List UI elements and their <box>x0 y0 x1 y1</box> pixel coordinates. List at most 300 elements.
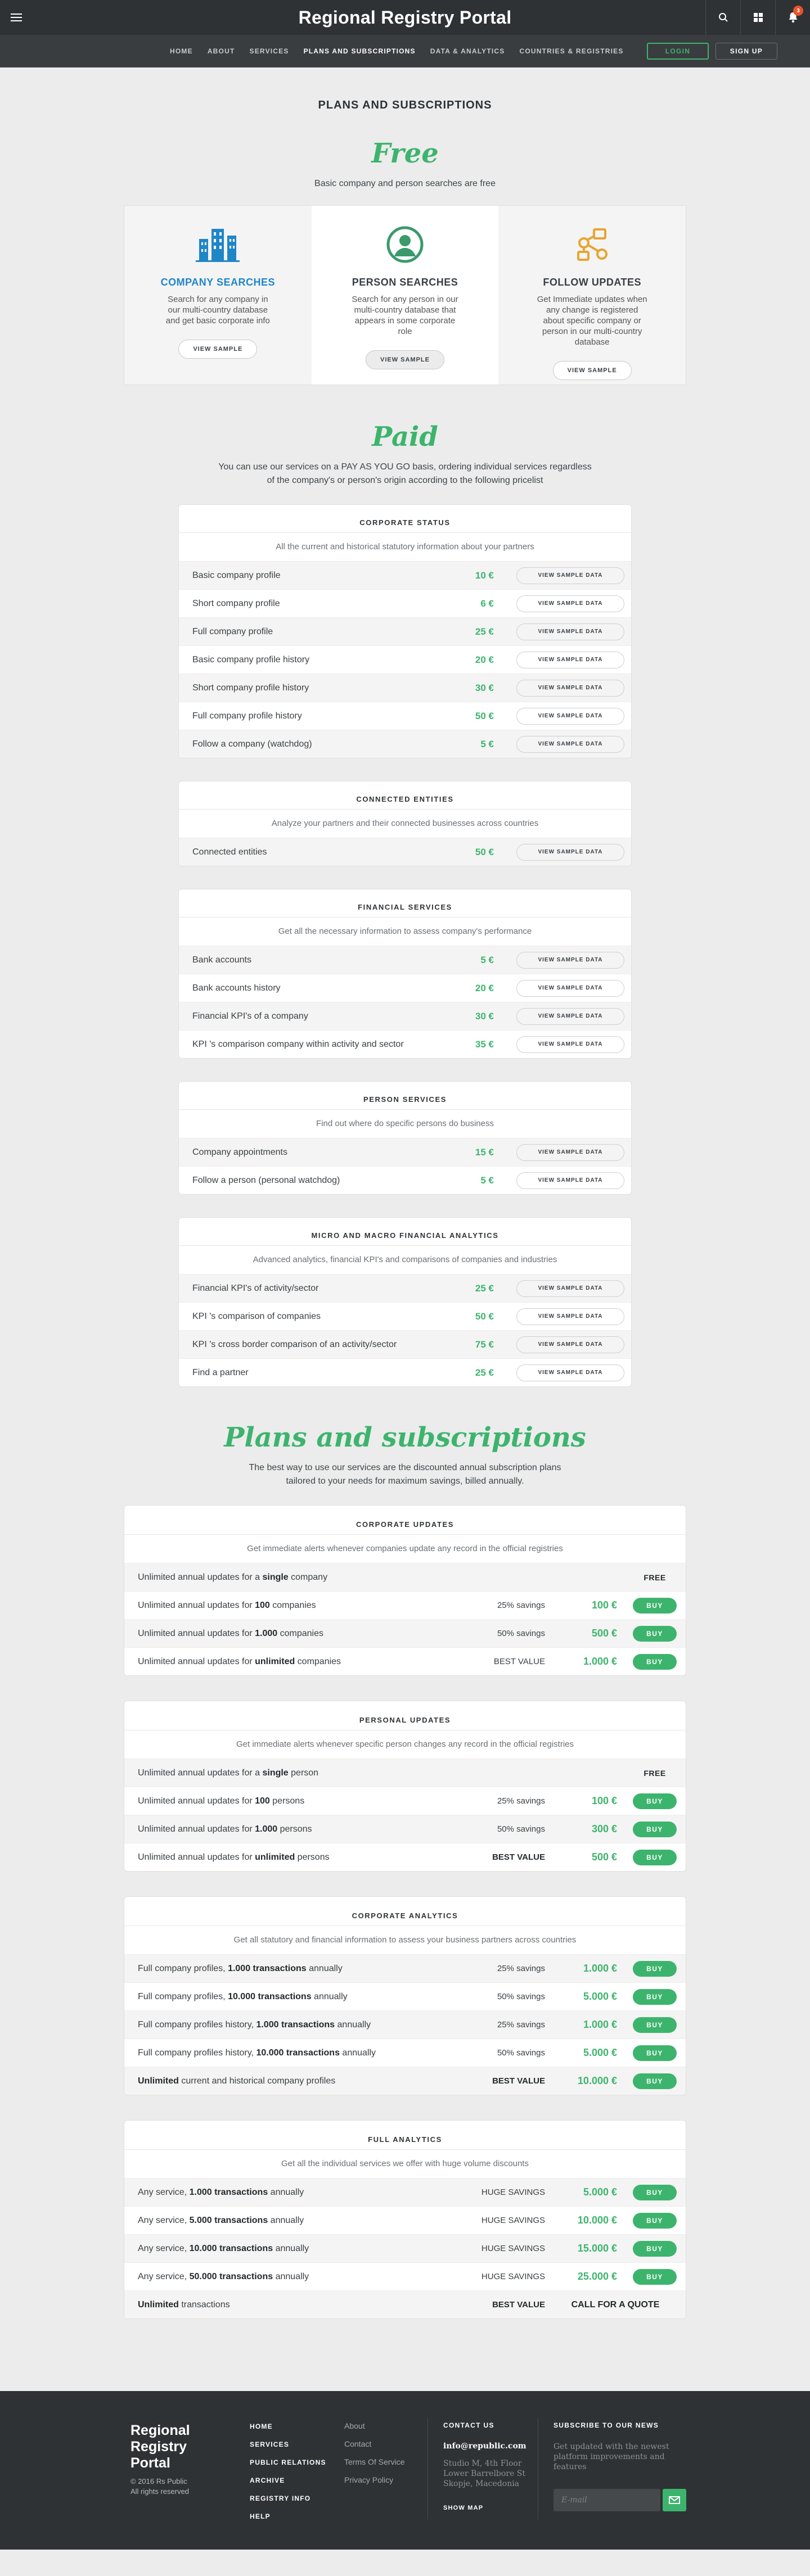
plan-savings: BEST VALUE <box>492 1852 545 1862</box>
plan-name-text: Unlimited annual updates for <box>138 1628 255 1638</box>
plan-name-text: Any service, <box>138 2187 190 2197</box>
footer-newsletter <box>554 2421 694 2511</box>
buy-button[interactable]: BUY <box>633 1989 677 2005</box>
plan-name-text: annually <box>273 2271 309 2281</box>
plan-row <box>124 1954 686 1982</box>
service-price: 5 € <box>480 1174 494 1186</box>
plan-name-highlight: unlimited <box>255 1852 295 1862</box>
view-sample-data-button[interactable]: VIEW SAMPLE DATA <box>516 1008 624 1025</box>
footer-copyright <box>130 2476 189 2497</box>
view-sample-data-button[interactable]: VIEW SAMPLE DATA <box>516 1172 624 1189</box>
service-price: 15 € <box>475 1146 494 1158</box>
view-sample-data-button[interactable]: VIEW SAMPLE DATA <box>516 1308 624 1325</box>
grid-icon <box>753 12 763 22</box>
service-price: 50 € <box>475 710 494 721</box>
top-bar <box>0 0 810 35</box>
service-price: 6 € <box>480 598 494 609</box>
paid-price-groups <box>0 504 810 1387</box>
footer-logo-line: Regional <box>130 2423 190 2438</box>
card-title: CONNECTED ENTITIES <box>179 781 631 810</box>
plan-name-text: Unlimited annual updates for <box>138 1824 255 1834</box>
plan-name-text: persons <box>295 1852 330 1862</box>
plan-name-text: Full company profiles, <box>138 1991 228 2001</box>
plan-name-highlight: 100 <box>255 1600 270 1610</box>
plan-price: 300 € <box>591 1823 617 1834</box>
price-card <box>178 1217 632 1387</box>
plan-name <box>138 2048 466 2058</box>
view-sample-data-button[interactable]: VIEW SAMPLE DATA <box>516 1036 624 1053</box>
plan-name-text: current and historical company profiles <box>178 2076 336 2086</box>
free-heading: Free <box>371 138 439 169</box>
plan-name-text: Any service, <box>138 2271 190 2281</box>
plan-name-text: Any service, <box>138 2215 190 2225</box>
view-sample-data-button[interactable]: VIEW SAMPLE DATA <box>516 652 624 668</box>
plan-name-highlight: Unlimited <box>138 2299 179 2310</box>
plan-action <box>624 1573 686 1582</box>
card-subtitle: Advanced analytics, financial KPI's and comparisons of companies and industries <box>253 1255 557 1264</box>
price-row <box>179 1302 631 1330</box>
service-name: Find a partner <box>192 1367 249 1377</box>
person-icon <box>386 226 424 263</box>
plan-price: 5.000 € <box>583 2047 617 2058</box>
plan-savings: 25% savings <box>497 1601 545 1610</box>
plan-price: 10.000 € <box>577 2215 617 2226</box>
service-price: 20 € <box>475 654 494 665</box>
price-row <box>179 589 631 617</box>
plan-name-text: Any service, <box>138 2243 190 2253</box>
plan-savings: HUGE SAVINGS <box>481 2244 545 2253</box>
footer-link-public-relations[interactable]: PUBLIC RELATIONS <box>250 2459 326 2466</box>
footer-secondary-links <box>344 2421 404 2493</box>
free-section <box>0 138 810 385</box>
plan-card <box>124 2120 686 2319</box>
contact-email[interactable]: info@republic.com <box>443 2442 526 2451</box>
card-subtitle: Get all statutory and financial information to assess your business partners across countries <box>233 1935 577 1945</box>
plan-name-text: companies <box>295 1656 341 1666</box>
buy-button[interactable]: BUY <box>633 1654 677 1670</box>
plan-card <box>124 1505 686 1676</box>
service-price: 25 € <box>475 626 494 637</box>
service-name: KPI 's cross border comparison of an activity/sector <box>192 1339 397 1349</box>
feature-title: FOLLOW UPDATES <box>543 277 641 288</box>
plan-name <box>138 2216 466 2226</box>
service-name: Basic company profile history <box>192 654 310 665</box>
card-subtitle: Analyze your partners and their connected businesses across countries <box>271 819 539 828</box>
card-subtitle: All the current and historical statutory information about your partners <box>276 542 534 552</box>
plan-name-text: Unlimited annual updates for <box>138 1796 255 1806</box>
feature-title: PERSON SEARCHES <box>352 277 458 288</box>
plan-name-highlight: 1.000 <box>255 1824 278 1834</box>
view-sample-data-button[interactable]: VIEW SAMPLE DATA <box>516 680 624 697</box>
plan-name-text: annually <box>311 1991 348 2001</box>
price-row <box>179 1002 631 1030</box>
plan-name-highlight: 100 <box>255 1796 270 1806</box>
feature-follow-updates <box>498 206 686 385</box>
envelope-icon <box>669 2496 680 2504</box>
plan-name <box>138 1992 466 2002</box>
plan-row <box>124 2206 686 2234</box>
footer-link-help[interactable]: HELP <box>250 2512 271 2520</box>
footer-contact <box>443 2421 526 2511</box>
service-price: 30 € <box>475 1010 494 1022</box>
plan-action <box>624 2185 686 2200</box>
card-title: CORPORATE UPDATES <box>124 1506 686 1535</box>
card-subtitle: Get all the individual services we offer with huge volume discounts <box>281 2159 529 2168</box>
signup-button[interactable]: SIGN UP <box>716 43 777 60</box>
plan-name-text: annually <box>273 2243 309 2253</box>
plan-name-highlight: 5.000 transactions <box>189 2215 268 2225</box>
price-row <box>179 561 631 589</box>
show-map-link[interactable]: SHOW MAP <box>443 2505 484 2511</box>
notifications-button[interactable] <box>775 0 810 35</box>
footer-link-about[interactable]: About <box>344 2421 365 2430</box>
footer-link-services[interactable]: SERVICES <box>250 2441 290 2448</box>
price-row <box>179 730 631 758</box>
buy-button[interactable]: BUY <box>633 1961 677 1977</box>
free-label: FREE <box>644 1572 666 1582</box>
plan-savings: 50% savings <box>497 1629 545 1638</box>
plan-name <box>138 1852 466 1863</box>
plan-name-highlight: unlimited <box>255 1656 295 1666</box>
plans-heading: Plans and subscriptions <box>224 1422 586 1453</box>
plan-name-text: company <box>288 1572 328 1582</box>
feature-company-searches <box>124 206 312 385</box>
plan-action <box>545 2300 686 2310</box>
price-row <box>179 974 631 1002</box>
view-sample-button[interactable]: VIEW SAMPLE <box>553 361 632 380</box>
view-sample-button[interactable]: VIEW SAMPLE <box>366 350 444 369</box>
card-title: FINANCIAL SERVICES <box>179 889 631 918</box>
plan-savings: 25% savings <box>497 1964 545 1973</box>
site-footer <box>0 2391 810 2550</box>
plan-name-highlight: 1.000 transactions <box>256 2019 335 2030</box>
card-subtitle: Find out where do specific persons do business <box>316 1119 494 1128</box>
plan-savings: 50% savings <box>497 2048 545 2058</box>
card-title: PERSONAL UPDATES <box>124 1701 686 1730</box>
nav-plans[interactable]: PLANS AND SUBSCRIPTIONS <box>303 47 416 55</box>
plan-name <box>138 1824 466 1834</box>
service-name: KPI 's comparison of companies <box>192 1311 321 1321</box>
plan-name-text: persons <box>269 1796 305 1806</box>
plan-savings: HUGE SAVINGS <box>481 2188 545 2197</box>
apps-button[interactable] <box>740 0 775 35</box>
price-row <box>179 946 631 974</box>
view-sample-data-button[interactable]: VIEW SAMPLE DATA <box>516 1364 624 1381</box>
plan-action <box>624 1989 686 2005</box>
plan-price: 5.000 € <box>583 2186 617 2198</box>
site-header <box>0 0 810 67</box>
contact-heading: CONTACT US <box>443 2421 494 2429</box>
buy-button[interactable]: BUY <box>633 1822 677 1837</box>
copyright-line: All rights reserved <box>130 2487 190 2496</box>
plan-price: 100 € <box>591 1795 617 1806</box>
feature-text: Get Immediate updates when any change is registered about specific company or person in our multi-country database <box>537 295 647 347</box>
card-title: CORPORATE ANALYTICS <box>124 1897 686 1926</box>
plan-card <box>124 1896 686 2095</box>
plan-name-text: Unlimited annual updates for <box>138 1656 255 1666</box>
login-button[interactable]: LOGIN <box>647 43 709 60</box>
plan-name-highlight: single <box>262 1572 289 1582</box>
menu-button[interactable] <box>0 0 33 35</box>
plan-name <box>138 1629 466 1639</box>
buy-button[interactable]: BUY <box>633 2017 677 2033</box>
plan-name-text: Unlimited annual updates for <box>138 1852 255 1862</box>
plan-action <box>624 2241 686 2257</box>
service-price: 5 € <box>480 738 494 749</box>
plan-price: 500 € <box>591 1851 617 1863</box>
view-sample-data-button[interactable]: VIEW SAMPLE DATA <box>516 1144 624 1161</box>
buy-button[interactable]: BUY <box>633 1793 677 1809</box>
plan-action <box>624 1793 686 1809</box>
plan-name <box>138 2244 466 2254</box>
service-price: 50 € <box>475 846 494 857</box>
buy-button[interactable]: BUY <box>633 2045 677 2061</box>
plan-name <box>138 1601 466 1611</box>
plan-name <box>138 2020 466 2030</box>
buy-button[interactable]: BUY <box>633 1598 677 1614</box>
service-price: 35 € <box>475 1038 494 1050</box>
footer-link-registry-info[interactable]: REGISTRY INFO <box>250 2494 311 2502</box>
view-sample-data-button[interactable]: VIEW SAMPLE DATA <box>516 623 624 640</box>
footer-link-terms[interactable]: Terms Of Service <box>344 2457 405 2466</box>
service-price: 20 € <box>475 982 494 993</box>
service-price: 75 € <box>475 1339 494 1350</box>
plan-name-text: Unlimited annual updates for a <box>138 1768 263 1778</box>
price-row <box>179 838 631 866</box>
price-row <box>179 1138 631 1166</box>
buy-button[interactable]: BUY <box>633 2269 677 2285</box>
plan-row <box>124 1619 686 1647</box>
plan-row <box>124 2262 686 2290</box>
card-title: MICRO AND MACRO FINANCIAL ANALYTICS <box>179 1218 631 1246</box>
plan-row <box>124 1647 686 1675</box>
contact-address <box>443 2459 526 2489</box>
plan-name-text: persons <box>277 1824 312 1834</box>
plan-row <box>124 2234 686 2262</box>
plan-row <box>124 2010 686 2039</box>
plan-name-highlight: 1.000 transactions <box>189 2187 268 2197</box>
view-sample-data-button[interactable]: VIEW SAMPLE DATA <box>516 1280 624 1297</box>
service-name: Financial KPI's of a company <box>192 1011 308 1021</box>
plans-section <box>0 1422 810 2319</box>
plan-name-highlight: 10.000 transactions <box>189 2243 273 2253</box>
plan-price: 1.000 € <box>583 1656 617 1667</box>
buy-button[interactable]: BUY <box>633 1626 677 1642</box>
paid-lead-line1: You can use our services on a PAY AS YOU GO basis, ordering individual services regardless <box>218 462 592 472</box>
view-sample-data-button[interactable]: VIEW SAMPLE DATA <box>516 708 624 725</box>
plan-action <box>624 1598 686 1614</box>
search-button[interactable] <box>705 0 740 35</box>
price-row <box>179 1358 631 1386</box>
service-name: Company appointments <box>192 1147 287 1157</box>
buy-button[interactable]: BUY <box>633 2241 677 2257</box>
plan-row <box>124 2290 686 2319</box>
price-row <box>179 1274 631 1302</box>
price-row <box>179 645 631 674</box>
plan-name-highlight: 1.000 transactions <box>228 1963 307 1973</box>
plan-row <box>124 1787 686 1815</box>
plan-action <box>624 1626 686 1642</box>
plan-action <box>624 2017 686 2033</box>
service-name: Basic company profile <box>192 570 281 580</box>
feature-person-searches <box>312 206 499 385</box>
plan-row <box>124 1982 686 2010</box>
plan-savings: 50% savings <box>497 1992 545 2001</box>
service-price: 30 € <box>475 682 494 693</box>
footer-logo-line: Portal <box>130 2455 170 2471</box>
card-title: FULL ANALYTICS <box>124 2121 686 2150</box>
service-name: KPI 's comparison company within activity and sector <box>192 1039 404 1049</box>
buy-button[interactable]: BUY <box>633 2213 677 2229</box>
search-icon <box>718 12 728 22</box>
paid-heading: Paid <box>372 421 438 453</box>
feature-text: Search for any person in our multi-country database that appears in some corporate role <box>352 295 458 336</box>
plan-savings: HUGE SAVINGS <box>481 2272 545 2281</box>
buy-button[interactable]: BUY <box>633 2185 677 2200</box>
plan-name-highlight: Unlimited <box>138 2076 179 2086</box>
plan-price: 10.000 € <box>577 2075 617 2086</box>
free-features <box>124 205 686 385</box>
plan-name-highlight: 10.000 transactions <box>256 2048 340 2058</box>
hamburger-icon <box>11 13 22 21</box>
footer-main-links <box>250 2423 326 2530</box>
service-name: Bank accounts history <box>192 983 281 993</box>
price-card <box>178 781 632 866</box>
newsletter-submit-button[interactable] <box>663 2489 686 2511</box>
plan-action <box>624 1961 686 1977</box>
plans-lead-line1: The best way to use our services are the discounted annual subscription plans <box>249 1463 561 1472</box>
feature-title: COMPANY SEARCHES <box>160 277 276 288</box>
plan-groups <box>0 1505 810 2319</box>
nav-services[interactable]: SERVICES <box>249 47 289 55</box>
site-title: Regional Registry Portal <box>298 7 512 28</box>
service-name: Follow a company (watchdog) <box>192 739 312 749</box>
plan-price: 500 € <box>591 1628 617 1639</box>
view-sample-data-button[interactable]: VIEW SAMPLE DATA <box>516 567 624 584</box>
view-sample-data-button[interactable]: VIEW SAMPLE DATA <box>516 736 624 753</box>
service-price: 25 € <box>475 1367 494 1378</box>
price-row <box>179 1030 631 1058</box>
plan-row <box>124 1843 686 1871</box>
price-row <box>179 674 631 702</box>
plan-name <box>138 1796 466 1806</box>
footer-link-archive[interactable]: ARCHIVE <box>250 2476 285 2484</box>
top-icons <box>705 0 810 35</box>
view-sample-data-button[interactable]: VIEW SAMPLE DATA <box>516 1336 624 1353</box>
card-subtitle: Get all the necessary information to assess company's performance <box>278 927 532 936</box>
newsletter-heading: SUBSCRIBE TO OUR NEWS <box>554 2421 659 2429</box>
call-for-quote-link[interactable]: CALL FOR A QUOTE <box>571 2299 660 2310</box>
address-line: Skopje, Macedonia <box>443 2479 520 2488</box>
view-sample-data-button[interactable]: VIEW SAMPLE DATA <box>516 595 624 612</box>
plan-name-text: annually <box>335 2019 371 2030</box>
plan-row <box>124 1759 686 1787</box>
paid-section <box>0 421 810 1387</box>
free-lead: Basic company and person searches are free <box>314 179 496 188</box>
newsletter-text: Get updated with the newest platform improvements and features <box>554 2442 669 2471</box>
price-card <box>178 504 632 758</box>
plan-price: 1.000 € <box>583 1963 617 1974</box>
plan-name <box>138 2188 466 2198</box>
view-sample-data-button[interactable]: VIEW SAMPLE DATA <box>516 980 624 997</box>
plan-card <box>124 1701 686 1872</box>
plan-name-highlight: single <box>262 1768 289 1778</box>
plan-name-highlight: 50.000 transactions <box>189 2271 273 2281</box>
paid-lead-line2: of the company's or person's origin according to the following pricelist <box>267 476 543 485</box>
footer-link-home[interactable]: HOME <box>250 2423 273 2430</box>
plan-name <box>138 1964 466 1974</box>
address-line: Lower Barrelbore St <box>443 2469 525 2478</box>
plan-row <box>124 2178 686 2206</box>
service-name: Short company profile history <box>192 683 309 693</box>
buy-button[interactable]: BUY <box>633 2073 677 2089</box>
service-price: 50 € <box>475 1310 494 1322</box>
service-name: Financial KPI's of activity/sector <box>192 1283 319 1293</box>
plans-lead-line2: tailored to your needs for maximum savings, billed annually. <box>286 1476 524 1486</box>
plan-action <box>624 1822 686 1837</box>
page-title: PLANS AND SUBSCRIPTIONS <box>318 99 492 111</box>
copyright-line: © 2016 Rs Public <box>130 2477 187 2485</box>
plan-name-highlight: 1.000 <box>255 1628 278 1638</box>
footer-link-contact[interactable]: Contact <box>344 2439 372 2448</box>
plan-name <box>138 1572 466 1583</box>
plan-row <box>124 1591 686 1619</box>
price-row <box>179 617 631 645</box>
plan-name-text: Full company profiles history, <box>138 2048 256 2058</box>
plan-name-text: Unlimited annual updates for a <box>138 1572 263 1582</box>
nav-countries-registries[interactable]: COUNTRIES & REGISTRIES <box>519 47 624 55</box>
plan-action <box>624 1850 686 1865</box>
card-title: PERSON SERVICES <box>179 1082 631 1110</box>
plan-row <box>124 1563 686 1591</box>
view-sample-data-button[interactable]: VIEW SAMPLE DATA <box>516 952 624 969</box>
nav-about[interactable]: ABOUT <box>207 47 235 55</box>
plan-action <box>624 1654 686 1670</box>
plan-savings: BEST VALUE <box>492 2300 545 2310</box>
footer-logo-line: Registry <box>130 2439 187 2455</box>
service-name: Full company profile history <box>192 711 302 721</box>
view-sample-data-button[interactable]: VIEW SAMPLE DATA <box>516 844 624 861</box>
price-row <box>179 1166 631 1194</box>
footer-logo[interactable] <box>130 2423 204 2471</box>
plan-name-text: person <box>288 1768 319 1778</box>
price-row <box>179 1330 631 1358</box>
service-name: Full company profile <box>192 626 273 636</box>
footer-link-privacy[interactable]: Privacy Policy <box>344 2475 394 2484</box>
service-name: Follow a person (personal watchdog) <box>192 1175 340 1185</box>
nav-data-analytics[interactable]: DATA & ANALYTICS <box>430 47 505 55</box>
plan-name-highlight: 10.000 transactions <box>228 1991 312 2001</box>
feature-text: Search for any company in our multi-country database and get basic corporate info <box>165 295 270 326</box>
plan-name <box>138 1657 466 1667</box>
card-subtitle: Get immediate alerts whenever specific person changes any record in the official registries <box>236 1739 574 1749</box>
plan-savings: HUGE SAVINGS <box>481 2216 545 2225</box>
card-title: CORPORATE STATUS <box>179 505 631 533</box>
plan-name <box>138 2300 466 2310</box>
service-price: 5 € <box>480 954 494 965</box>
plan-price: 1.000 € <box>583 2019 617 2030</box>
service-name: Connected entities <box>192 847 267 857</box>
plan-savings: 25% savings <box>497 2020 545 2030</box>
plan-name <box>138 1768 466 1778</box>
plan-row <box>124 1815 686 1843</box>
plan-name-text: annually <box>306 1963 343 1973</box>
nav-home[interactable]: HOME <box>170 47 193 55</box>
buy-button[interactable]: BUY <box>633 1850 677 1865</box>
view-sample-button[interactable]: VIEW SAMPLE <box>178 340 257 359</box>
newsletter-email-input[interactable]: E-mail <box>554 2489 660 2511</box>
plan-name-text: annually <box>268 2187 304 2197</box>
